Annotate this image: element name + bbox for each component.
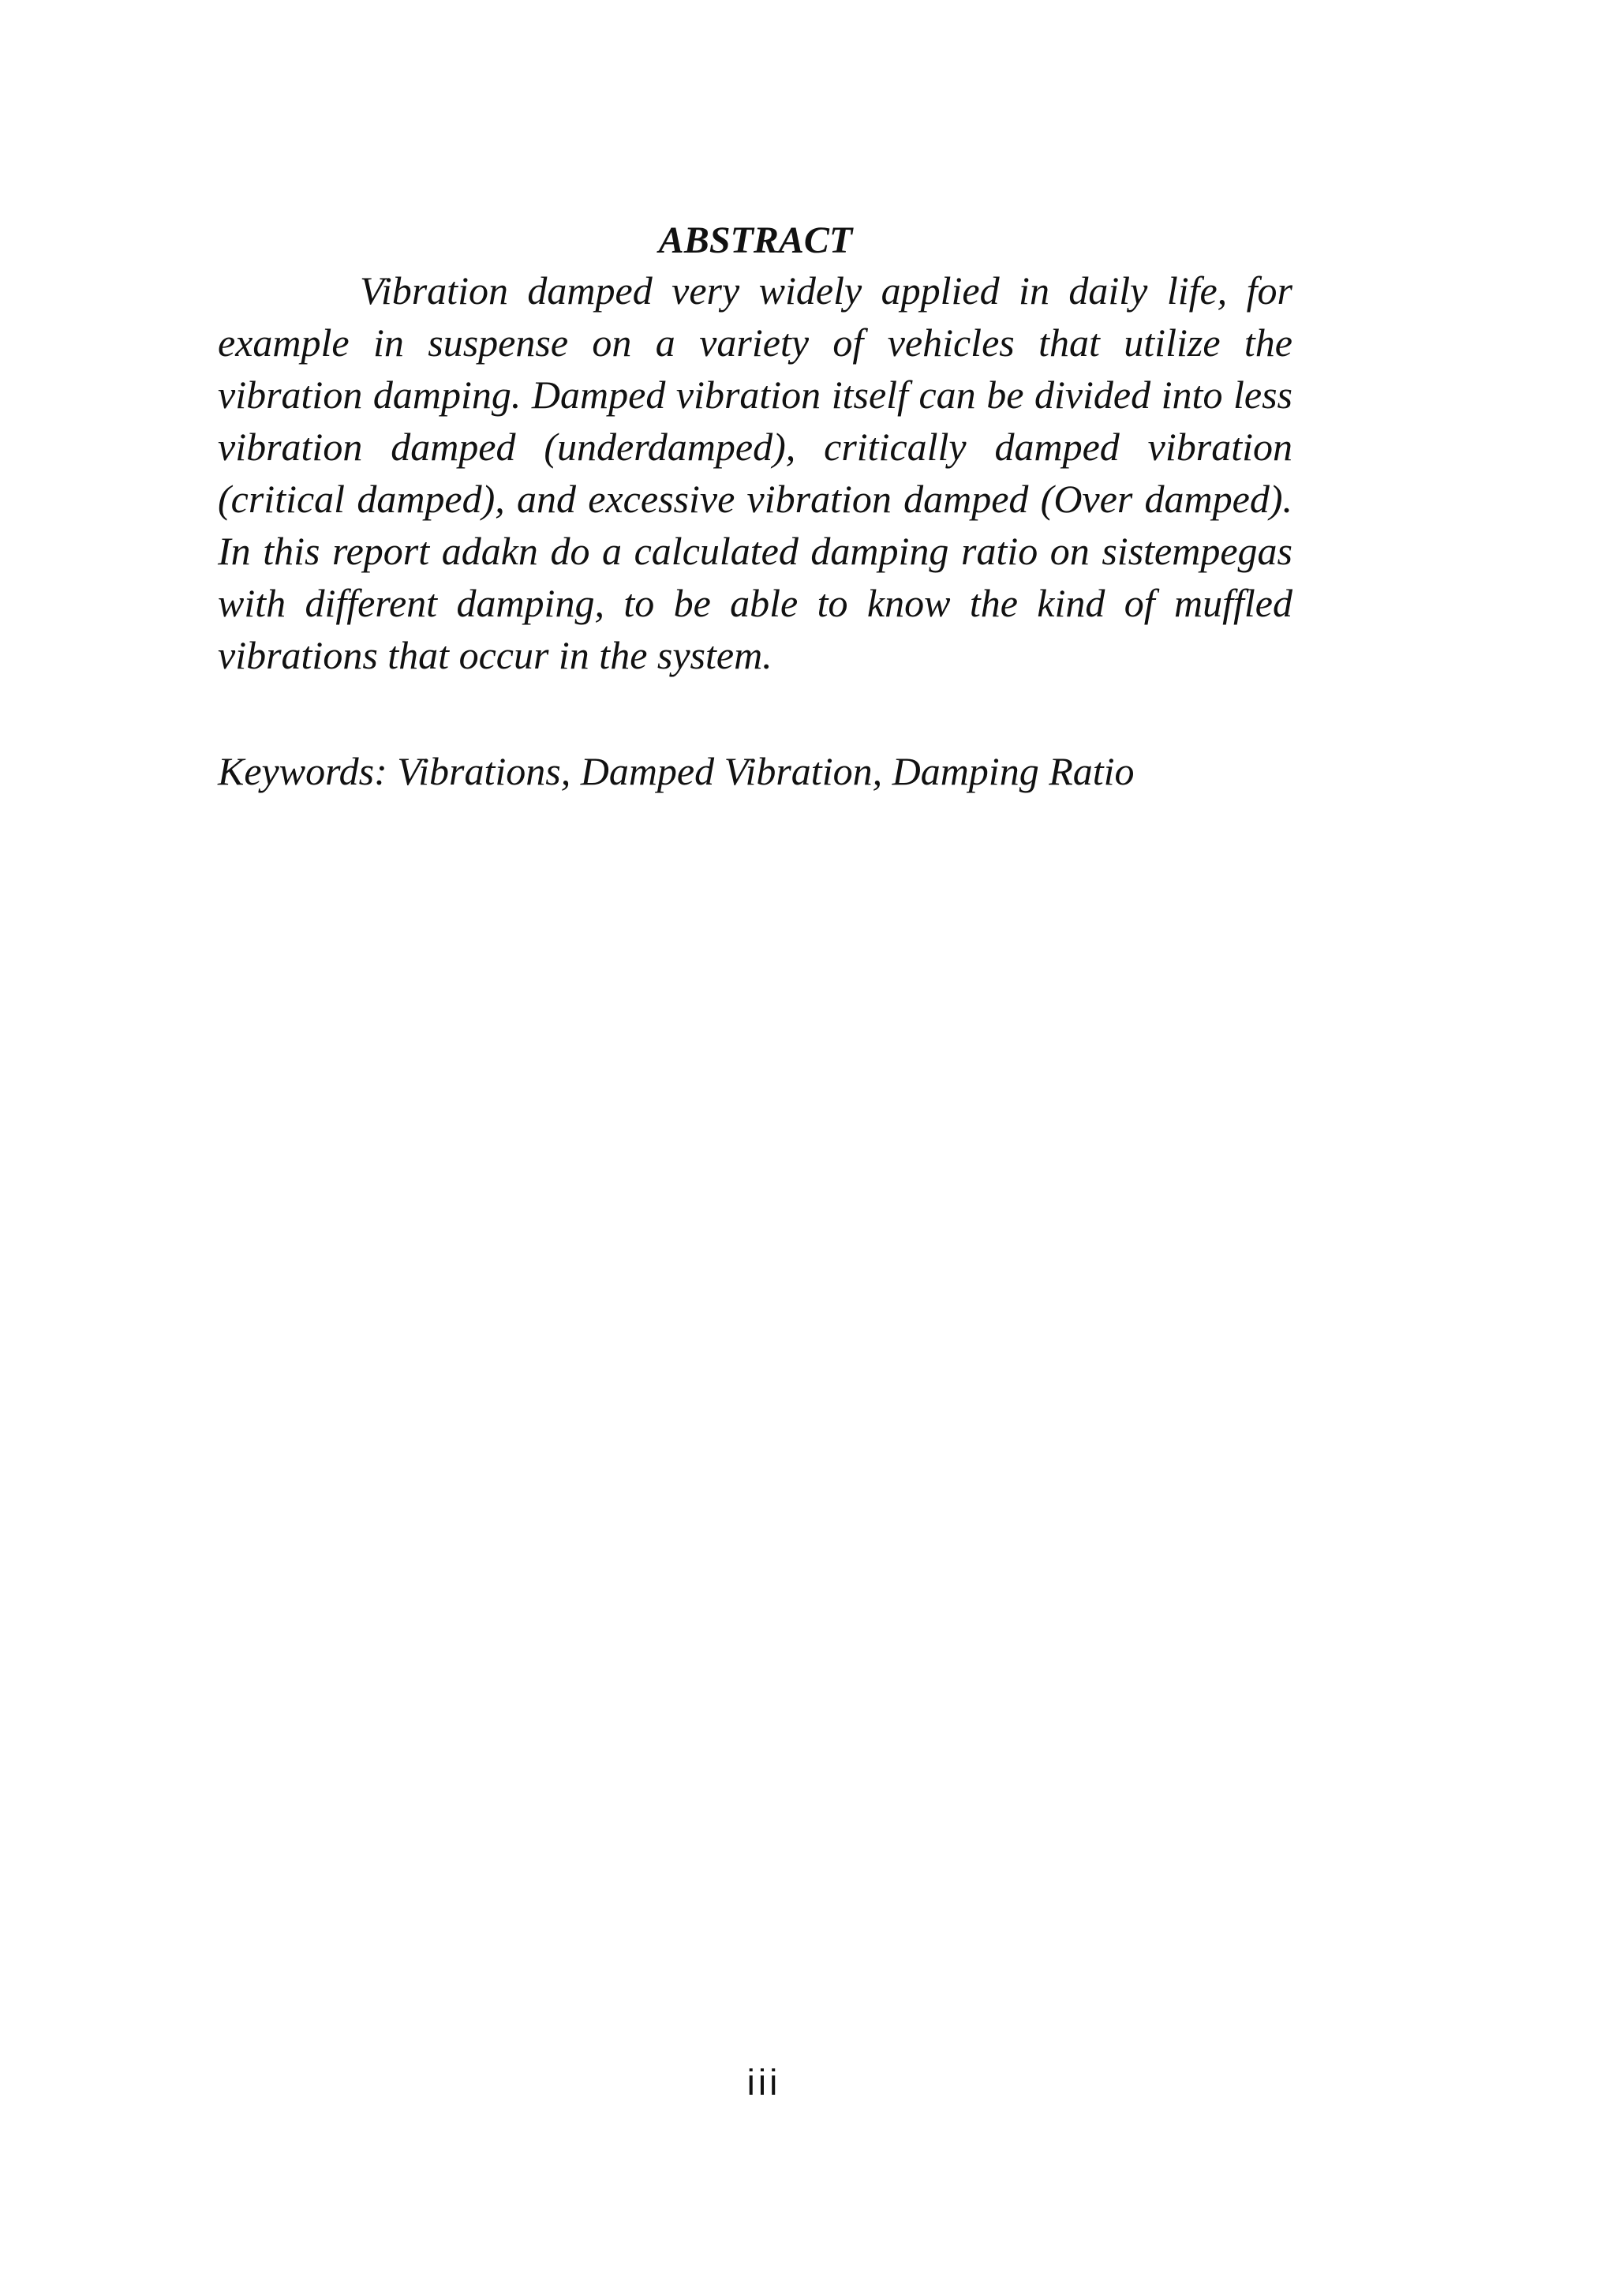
- page-number: iii: [746, 2062, 781, 2103]
- abstract-paragraph: Vibration damped very widely applied in daily life, for example in suspense on a variety of vehicles that utilize the vibration damping. Damped vibration itself can be divided into less vibration damped (underdamped), critically damped vibration (critical damped), and excessive vibration damped (Over damped). In this report adakn do a calculated damping ratio on sistempegas with different damping, to be able to know the kind of muffled vibrations that occur in the system.: [218, 268, 1292, 677]
- abstract-title: ABSTRACT: [658, 219, 853, 261]
- keywords-line: Keywords: Vibrations, Damped Vibration, Damping Ratio: [218, 749, 1135, 793]
